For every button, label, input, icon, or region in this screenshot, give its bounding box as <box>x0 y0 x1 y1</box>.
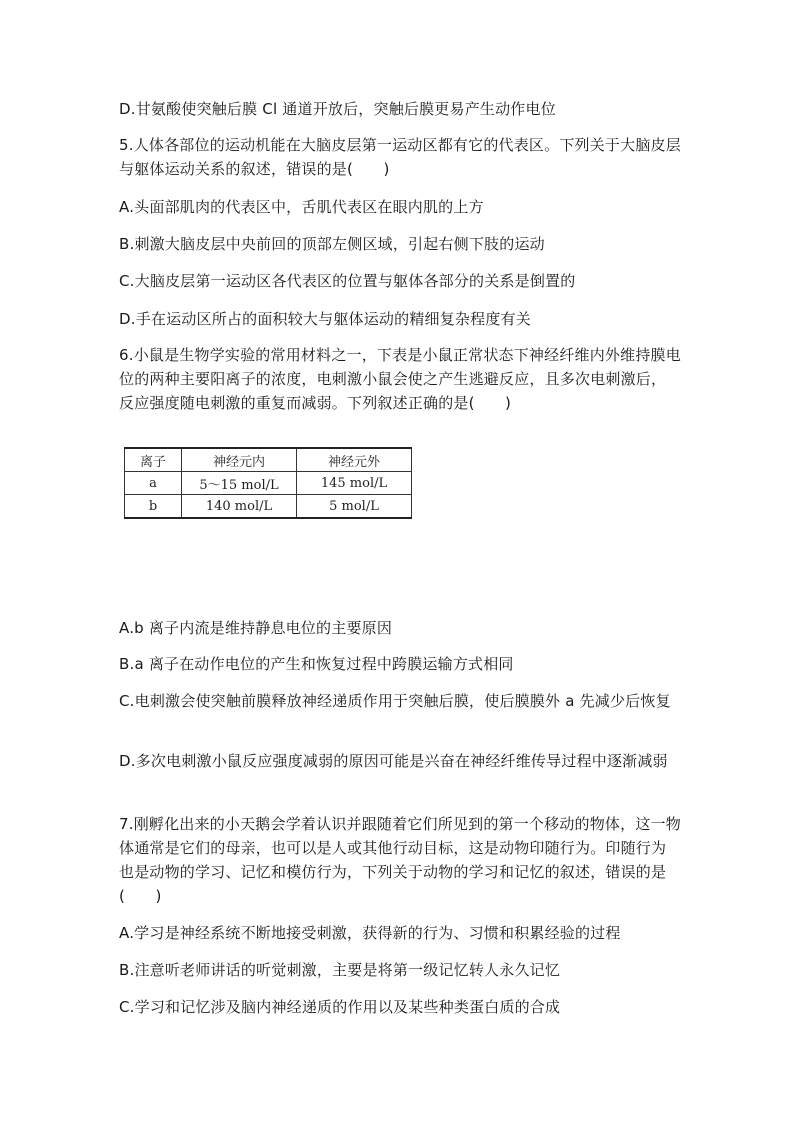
question-5-option-b: B.刺激大脑皮层中央前回的顶部左侧区域，引起右侧下肢的运动 <box>119 235 545 253</box>
question-5-stem: 5.人体各部位的运动机能在大脑皮层第一运动区都有它的代表区。下列关于大脑皮层与躯体运动关系的叙述，错误的是( ) <box>119 136 681 178</box>
question-5-option-d: D.手在运动区所占的面积较大与躯体运动的精细复杂程度有关 <box>119 310 531 328</box>
question-5-option-c: C.大脑皮层第一运动区各代表区的位置与躯体各部分的关系是倒置的 <box>119 272 576 290</box>
question-6-stem: 6.小鼠是生物学实验的常用材料之一，下表是小鼠正常状态下神经纤维内外维持膜电位的两种主要阳离子的浓度，电刺激小鼠会使之产生逃避反应，且多次电刺激后，反应强度随电刺激的重复而减弱。下列叙述正确的是( ) <box>119 346 681 412</box>
question-6-option-c: C.电刺激会使突触前膜释放神经递质作用于突触后膜，使后膜膜外 a 先减少后恢复 <box>119 692 671 710</box>
table-cell: 5 mol/L <box>297 495 412 519</box>
question-6-option-a: A.b 离子内流是维持静息电位的主要原因 <box>119 619 393 637</box>
question-7-option-a: A.学习是神经系统不断地接受刺激，获得新的行为、习惯和积累经验的过程 <box>119 924 621 942</box>
question-7-stem: 7.刚孵化出来的小天鹅会学着认识并跟随着它们所见到的第一个移动的物体，这一物体通常是它们的母亲，也可以是人或其他行动目标，这是动物印随行为。印随行为也是动物的学习、记忆和模仿行为，下列关于动物的学习和记忆的叙述，错误的是( ) <box>119 815 681 905</box>
table-row <box>125 495 412 519</box>
table-cell: b <box>125 495 182 519</box>
table-cell: 145 mol/L <box>297 472 412 495</box>
question-7-option-c: C.学习和记忆涉及脑内神经递质的作用以及某些种类蛋白质的合成 <box>119 998 561 1016</box>
table-cell: a <box>125 472 182 495</box>
question-5-option-a: A.头面部肌肉的代表区中，舌肌代表区在眼内肌的上方 <box>119 198 484 216</box>
table-cell: 140 mol/L <box>182 495 297 519</box>
question-6-option-b: B.a 离子在动作电位的产生和恢复过程中跨膜运输方式相同 <box>119 655 514 673</box>
table-row <box>125 472 412 495</box>
option-d-previous: D.甘氨酸使突触后膜 Cl 通道开放后，突触后膜更易产生动作电位 <box>119 100 556 118</box>
table-header-row <box>125 448 412 472</box>
question-6-option-d: D.多次电刺激小鼠反应强度减弱的原因可能是兴奋在神经纤维传导过程中逐渐减弱 <box>119 752 668 770</box>
table-header-inside: 神经元内 <box>182 448 297 472</box>
question-7-option-b: B.注意听老师讲话的听觉刺激，主要是将第一级记忆转人永久记忆 <box>119 961 561 979</box>
table-header-ion: 离子 <box>125 448 182 472</box>
ion-concentration-table <box>124 447 412 519</box>
table-cell: 5～15 mol/L <box>182 472 297 495</box>
table-header-outside: 神经元外 <box>297 448 412 472</box>
